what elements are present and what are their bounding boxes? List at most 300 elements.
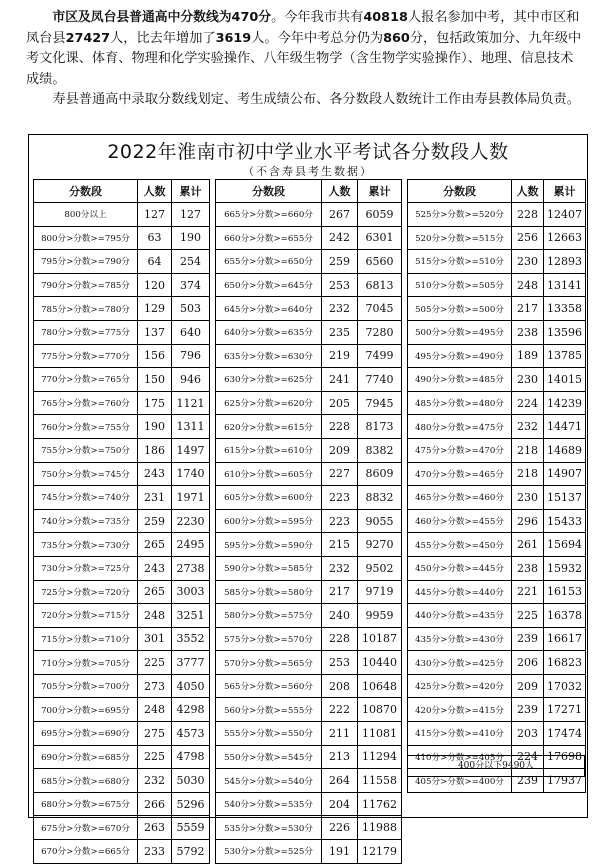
cell-range: 515分>分数>=510分: [408, 250, 512, 274]
cell-cumulative: 6059: [358, 203, 402, 227]
cell-cumulative: 11988: [358, 816, 402, 840]
cell-range: 585分>分数>=580分: [216, 580, 322, 604]
table-row: [216, 415, 402, 439]
table-row: [34, 674, 210, 698]
table-row: [216, 816, 402, 840]
table-row: [34, 297, 210, 321]
cell-cumulative: 9502: [358, 556, 402, 580]
cell-cumulative: 4050: [172, 674, 210, 698]
cell-cumulative: 13358: [544, 297, 586, 321]
cell-range: 605分>分数>=600分: [216, 486, 322, 510]
cell-range: 470分>分数>=465分: [408, 462, 512, 486]
cell-count: 209: [512, 674, 544, 698]
cell-cumulative: 10648: [358, 674, 402, 698]
table-row: [408, 462, 586, 486]
table-row: [34, 438, 210, 462]
cell-range: 795分>分数>=790分: [34, 250, 138, 274]
cell-range: 740分>分数>=735分: [34, 509, 138, 533]
cell-range: 550分>分数>=545分: [216, 745, 322, 769]
table-row: [216, 674, 402, 698]
cell-cumulative: 254: [172, 250, 210, 274]
cell-count: 230: [512, 368, 544, 392]
cell-range: 480分>分数>=475分: [408, 415, 512, 439]
cell-count: 221: [512, 580, 544, 604]
cell-cumulative: 17032: [544, 674, 586, 698]
table-row: [408, 580, 586, 604]
cell-count: 239: [512, 698, 544, 722]
table-row: [34, 604, 210, 628]
cell-range: 485分>分数>=480分: [408, 391, 512, 415]
cell-range: 510分>分数>=505分: [408, 273, 512, 297]
cell-range: 800分>分数>=795分: [34, 226, 138, 250]
cell-range: 600分>分数>=595分: [216, 509, 322, 533]
intro-text-span: 人报名参加中考，其中市区和凤台县: [26, 10, 580, 46]
table-header-row: [34, 180, 210, 203]
cell-range: 545分>分数>=540分: [216, 769, 322, 793]
cell-cumulative: 7740: [358, 368, 402, 392]
intro-text-span: 人。今年中考总分仍为: [251, 30, 384, 46]
cell-count: 127: [138, 203, 172, 227]
cell-count: 190: [138, 415, 172, 439]
cell-count: 248: [138, 604, 172, 628]
table-row: [408, 509, 586, 533]
cell-count: 218: [512, 438, 544, 462]
table-row: [216, 698, 402, 722]
cell-cumulative: 1740: [172, 462, 210, 486]
cell-cumulative: 17937: [544, 769, 586, 793]
cell-cumulative: 6560: [358, 250, 402, 274]
cell-count: 156: [138, 344, 172, 368]
table-row: [34, 769, 210, 793]
cell-range: 790分>分数>=785分: [34, 273, 138, 297]
table-row: [216, 556, 402, 580]
cell-range: 455分>分数>=450分: [408, 533, 512, 557]
cell-range: 660分>分数>=655分: [216, 226, 322, 250]
cell-cumulative: 5559: [172, 816, 210, 840]
cell-cumulative: 3003: [172, 580, 210, 604]
cell-count: 223: [322, 486, 358, 510]
intro-highlight-increase: 3619: [215, 30, 252, 46]
table-row: [34, 273, 210, 297]
cell-cumulative: 16378: [544, 604, 586, 628]
table-row: [408, 674, 586, 698]
cell-count: 266: [138, 792, 172, 816]
table-row: [216, 438, 402, 462]
cell-count: 259: [138, 509, 172, 533]
table-row: [34, 627, 210, 651]
table-row: [408, 391, 586, 415]
cell-range: 730分>分数>=725分: [34, 556, 138, 580]
cell-count: 63: [138, 226, 172, 250]
cell-cumulative: 11558: [358, 769, 402, 793]
cell-cumulative: 190: [172, 226, 210, 250]
table-row: [216, 203, 402, 227]
cell-cumulative: 7280: [358, 320, 402, 344]
cell-cumulative: 9719: [358, 580, 402, 604]
cell-count: 253: [322, 273, 358, 297]
cell-cumulative: 7945: [358, 391, 402, 415]
cell-range: 705分>分数>=700分: [34, 674, 138, 698]
table-row: [408, 438, 586, 462]
score-table-2: [215, 179, 402, 864]
cell-range: 695分>分数>=690分: [34, 722, 138, 746]
intro-highlight-score-line: 市区及凤台县普通高中分数线为470分: [52, 10, 272, 25]
cell-cumulative: 14689: [544, 438, 586, 462]
cell-range: 450分>分数>=445分: [408, 556, 512, 580]
table-row: [34, 698, 210, 722]
cell-count: 64: [138, 250, 172, 274]
table-row: [408, 486, 586, 510]
cell-cumulative: 946: [172, 368, 210, 392]
cell-cumulative: 2738: [172, 556, 210, 580]
cell-range: 415分>分数>=410分: [408, 722, 512, 746]
cell-range: 475分>分数>=470分: [408, 438, 512, 462]
cell-count: 228: [322, 627, 358, 651]
cell-count: 241: [322, 368, 358, 392]
cell-cumulative: 11762: [358, 792, 402, 816]
cell-count: 273: [138, 674, 172, 698]
intro-highlight-total: 40818: [363, 10, 408, 25]
cell-cumulative: 6813: [358, 273, 402, 297]
cell-cumulative: 3777: [172, 651, 210, 675]
cell-range: 410分>分数>=405分: [408, 745, 512, 769]
cell-range: 670分>分数>=665分: [34, 840, 138, 864]
cell-cumulative: 8382: [358, 438, 402, 462]
table-header-row: [408, 180, 586, 203]
cell-range: 490分>分数>=485分: [408, 368, 512, 392]
table-row: [216, 745, 402, 769]
cell-count: 243: [138, 556, 172, 580]
cell-cumulative: 8832: [358, 486, 402, 510]
cell-cumulative: 13785: [544, 344, 586, 368]
cell-range: 495分>分数>=490分: [408, 344, 512, 368]
cell-range: 505分>分数>=500分: [408, 297, 512, 321]
cell-cumulative: 9270: [358, 533, 402, 557]
cell-count: 227: [322, 462, 358, 486]
cell-range: 580分>分数>=575分: [216, 604, 322, 628]
cell-range: 560分>分数>=555分: [216, 698, 322, 722]
cell-cumulative: 640: [172, 320, 210, 344]
cell-count: 256: [512, 226, 544, 250]
cell-cumulative: 14907: [544, 462, 586, 486]
table-row: [34, 580, 210, 604]
cell-cumulative: 1497: [172, 438, 210, 462]
cell-count: 150: [138, 368, 172, 392]
cell-range: 445分>分数>=440分: [408, 580, 512, 604]
table-row: [408, 226, 586, 250]
cell-cumulative: 503: [172, 297, 210, 321]
cell-count: 225: [512, 604, 544, 628]
cell-range: 430分>分数>=425分: [408, 651, 512, 675]
table-row: [216, 391, 402, 415]
cell-range: 465分>分数>=460分: [408, 486, 512, 510]
table-row: [408, 533, 586, 557]
cell-range: 555分>分数>=550分: [216, 722, 322, 746]
table-row: [34, 415, 210, 439]
cell-cumulative: 7045: [358, 297, 402, 321]
cell-count: 230: [512, 486, 544, 510]
table-row: [216, 840, 402, 864]
table-row: [216, 533, 402, 557]
cell-cumulative: 13141: [544, 273, 586, 297]
cell-cumulative: 1121: [172, 391, 210, 415]
table-3-body: [408, 203, 586, 793]
cell-range: 440分>分数>=435分: [408, 604, 512, 628]
cell-range: 565分>分数>=560分: [216, 674, 322, 698]
table-row: [34, 226, 210, 250]
cell-count: 225: [138, 745, 172, 769]
table-row: [34, 250, 210, 274]
cell-range: 745分>分数>=740分: [34, 486, 138, 510]
cell-cumulative: 4798: [172, 745, 210, 769]
cell-range: 710分>分数>=705分: [34, 651, 138, 675]
cell-count: 217: [512, 297, 544, 321]
cell-range: 680分>分数>=675分: [34, 792, 138, 816]
cell-cumulative: 11294: [358, 745, 402, 769]
cell-count: 253: [322, 651, 358, 675]
cell-range: 725分>分数>=720分: [34, 580, 138, 604]
cell-cumulative: 5792: [172, 840, 210, 864]
table-row: [34, 368, 210, 392]
cell-count: 238: [512, 320, 544, 344]
cell-count: 267: [322, 203, 358, 227]
cell-count: 213: [322, 745, 358, 769]
cell-cumulative: 12407: [544, 203, 586, 227]
table-row: [408, 250, 586, 274]
intro-paragraph-1: [26, 8, 586, 90]
cell-range: 500分>分数>=495分: [408, 320, 512, 344]
cell-count: 189: [512, 344, 544, 368]
cell-cumulative: 7499: [358, 344, 402, 368]
cell-cumulative: 16617: [544, 627, 586, 651]
cell-cumulative: 17271: [544, 698, 586, 722]
intro-text-span: 人，比去年增加了: [110, 30, 216, 46]
cell-range: 590分>分数>=585分: [216, 556, 322, 580]
table-row: [34, 840, 210, 864]
cell-cumulative: 15932: [544, 556, 586, 580]
table-row: [216, 627, 402, 651]
cell-count: 225: [138, 651, 172, 675]
table-row: [408, 297, 586, 321]
cell-range: 520分>分数>=515分: [408, 226, 512, 250]
header-cumulative: 累计: [358, 180, 402, 203]
cell-range: 715分>分数>=710分: [34, 627, 138, 651]
table-row: [408, 320, 586, 344]
cell-cumulative: 15694: [544, 533, 586, 557]
cell-range: 420分>分数>=415分: [408, 698, 512, 722]
cell-range: 525分>分数>=520分: [408, 203, 512, 227]
cell-count: 301: [138, 627, 172, 651]
cell-count: 204: [322, 792, 358, 816]
table-row: [34, 556, 210, 580]
table-row: [216, 792, 402, 816]
table-row: [34, 509, 210, 533]
header-range: 分数段: [34, 180, 138, 203]
cell-count: 232: [512, 415, 544, 439]
header-count: 人数: [138, 180, 172, 203]
cell-count: 224: [512, 745, 544, 769]
cell-range: 615分>分数>=610分: [216, 438, 322, 462]
table-row: [408, 203, 586, 227]
table-row: [34, 816, 210, 840]
cell-range: 610分>分数>=605分: [216, 462, 322, 486]
cell-range: 620分>分数>=615分: [216, 415, 322, 439]
cell-range: 535分>分数>=530分: [216, 816, 322, 840]
cell-cumulative: 1311: [172, 415, 210, 439]
table-row: [216, 273, 402, 297]
cell-count: 217: [322, 580, 358, 604]
cell-count: 228: [322, 415, 358, 439]
table-row: [408, 556, 586, 580]
table-row: [34, 462, 210, 486]
cell-cumulative: 3251: [172, 604, 210, 628]
header-range: 分数段: [216, 180, 322, 203]
cell-range: 690分>分数>=685分: [34, 745, 138, 769]
cell-count: 205: [322, 391, 358, 415]
cell-count: 191: [322, 840, 358, 864]
cell-cumulative: 14471: [544, 415, 586, 439]
cell-range: 675分>分数>=670分: [34, 816, 138, 840]
cell-range: 655分>分数>=650分: [216, 250, 322, 274]
table-row: [34, 745, 210, 769]
cell-cumulative: 4298: [172, 698, 210, 722]
cell-cumulative: 16823: [544, 651, 586, 675]
cell-count: 137: [138, 320, 172, 344]
cell-count: 242: [322, 226, 358, 250]
cell-cumulative: 14239: [544, 391, 586, 415]
below-400-note: 400分以下9490人: [407, 755, 585, 777]
cell-count: 232: [138, 769, 172, 793]
table-row: [216, 604, 402, 628]
table-row: [408, 722, 586, 746]
cell-range: 770分>分数>=765分: [34, 368, 138, 392]
score-table-1: [33, 179, 210, 864]
cell-cumulative: 10187: [358, 627, 402, 651]
table-row: [216, 651, 402, 675]
cell-range: 635分>分数>=630分: [216, 344, 322, 368]
table-row: [408, 368, 586, 392]
cell-range: 625分>分数>=620分: [216, 391, 322, 415]
cell-range: 460分>分数>=455分: [408, 509, 512, 533]
cell-cumulative: 13596: [544, 320, 586, 344]
cell-count: 248: [138, 698, 172, 722]
cell-cumulative: 2230: [172, 509, 210, 533]
cell-count: 261: [512, 533, 544, 557]
table-subtitle: （不含寿县考生数据）: [243, 165, 373, 178]
cell-range: 720分>分数>=715分: [34, 604, 138, 628]
cell-count: 240: [322, 604, 358, 628]
cell-cumulative: 4573: [172, 722, 210, 746]
cell-range: 685分>分数>=680分: [34, 769, 138, 793]
cell-cumulative: 17474: [544, 722, 586, 746]
cell-cumulative: 12663: [544, 226, 586, 250]
header-cumulative: 累计: [172, 180, 210, 203]
cell-count: 223: [322, 509, 358, 533]
cell-count: 238: [512, 556, 544, 580]
table-row: [216, 320, 402, 344]
cell-cumulative: 10440: [358, 651, 402, 675]
cell-count: 226: [322, 816, 358, 840]
table-row: [34, 203, 210, 227]
cell-count: 232: [322, 297, 358, 321]
score-distribution-frame: [28, 134, 588, 858]
table-2-body: [216, 203, 402, 864]
cell-range: 640分>分数>=635分: [216, 320, 322, 344]
cell-cumulative: 796: [172, 344, 210, 368]
cell-count: 231: [138, 486, 172, 510]
table-row: [34, 722, 210, 746]
table-row: [34, 320, 210, 344]
cell-count: 296: [512, 509, 544, 533]
cell-count: 233: [138, 840, 172, 864]
cell-cumulative: 11081: [358, 722, 402, 746]
header-cumulative: 累计: [544, 180, 586, 203]
cell-range: 775分>分数>=770分: [34, 344, 138, 368]
table-row: [408, 651, 586, 675]
table-row: [34, 651, 210, 675]
cell-range: 530分>分数>=525分: [216, 840, 322, 864]
cell-range: 750分>分数>=745分: [34, 462, 138, 486]
table-row: [408, 415, 586, 439]
cell-count: 263: [138, 816, 172, 840]
cell-cumulative: 5030: [172, 769, 210, 793]
table-row: [34, 533, 210, 557]
table-header-row: [216, 180, 402, 203]
cell-cumulative: 16153: [544, 580, 586, 604]
cell-cumulative: 9959: [358, 604, 402, 628]
table-row: [216, 226, 402, 250]
table-title: 2022年淮南市初中学业水平考试各分数段人数: [107, 141, 509, 163]
cell-range: 650分>分数>=645分: [216, 273, 322, 297]
cell-count: 275: [138, 722, 172, 746]
cell-count: 218: [512, 462, 544, 486]
table-row: [408, 627, 586, 651]
cell-range: 540分>分数>=535分: [216, 792, 322, 816]
intro-text: [26, 8, 586, 111]
cell-cumulative: 8609: [358, 462, 402, 486]
cell-count: 259: [322, 250, 358, 274]
table-row: [408, 344, 586, 368]
cell-count: 243: [138, 462, 172, 486]
cell-cumulative: 374: [172, 273, 210, 297]
score-table-3: [407, 179, 586, 793]
cell-count: 175: [138, 391, 172, 415]
cell-count: 222: [322, 698, 358, 722]
table-row: [34, 391, 210, 415]
cell-count: 239: [512, 627, 544, 651]
cell-cumulative: 8173: [358, 415, 402, 439]
cell-cumulative: 6301: [358, 226, 402, 250]
cell-range: 765分>分数>=760分: [34, 391, 138, 415]
cell-count: 211: [322, 722, 358, 746]
cell-count: 224: [512, 391, 544, 415]
cell-range: 760分>分数>=755分: [34, 415, 138, 439]
intro-highlight-full-score: 860: [383, 30, 410, 46]
table-row: [216, 509, 402, 533]
cell-count: 265: [138, 533, 172, 557]
cell-count: 228: [512, 203, 544, 227]
cell-count: 239: [512, 769, 544, 793]
intro-highlight-city: 27427: [65, 30, 111, 46]
table-row: [34, 486, 210, 510]
cell-count: 120: [138, 273, 172, 297]
cell-range: 785分>分数>=780分: [34, 297, 138, 321]
table-1-body: [34, 203, 210, 864]
table-row: [34, 344, 210, 368]
cell-range: 665分>分数>=660分: [216, 203, 322, 227]
cell-range: 575分>分数>=570分: [216, 627, 322, 651]
cell-range: 735分>分数>=730分: [34, 533, 138, 557]
